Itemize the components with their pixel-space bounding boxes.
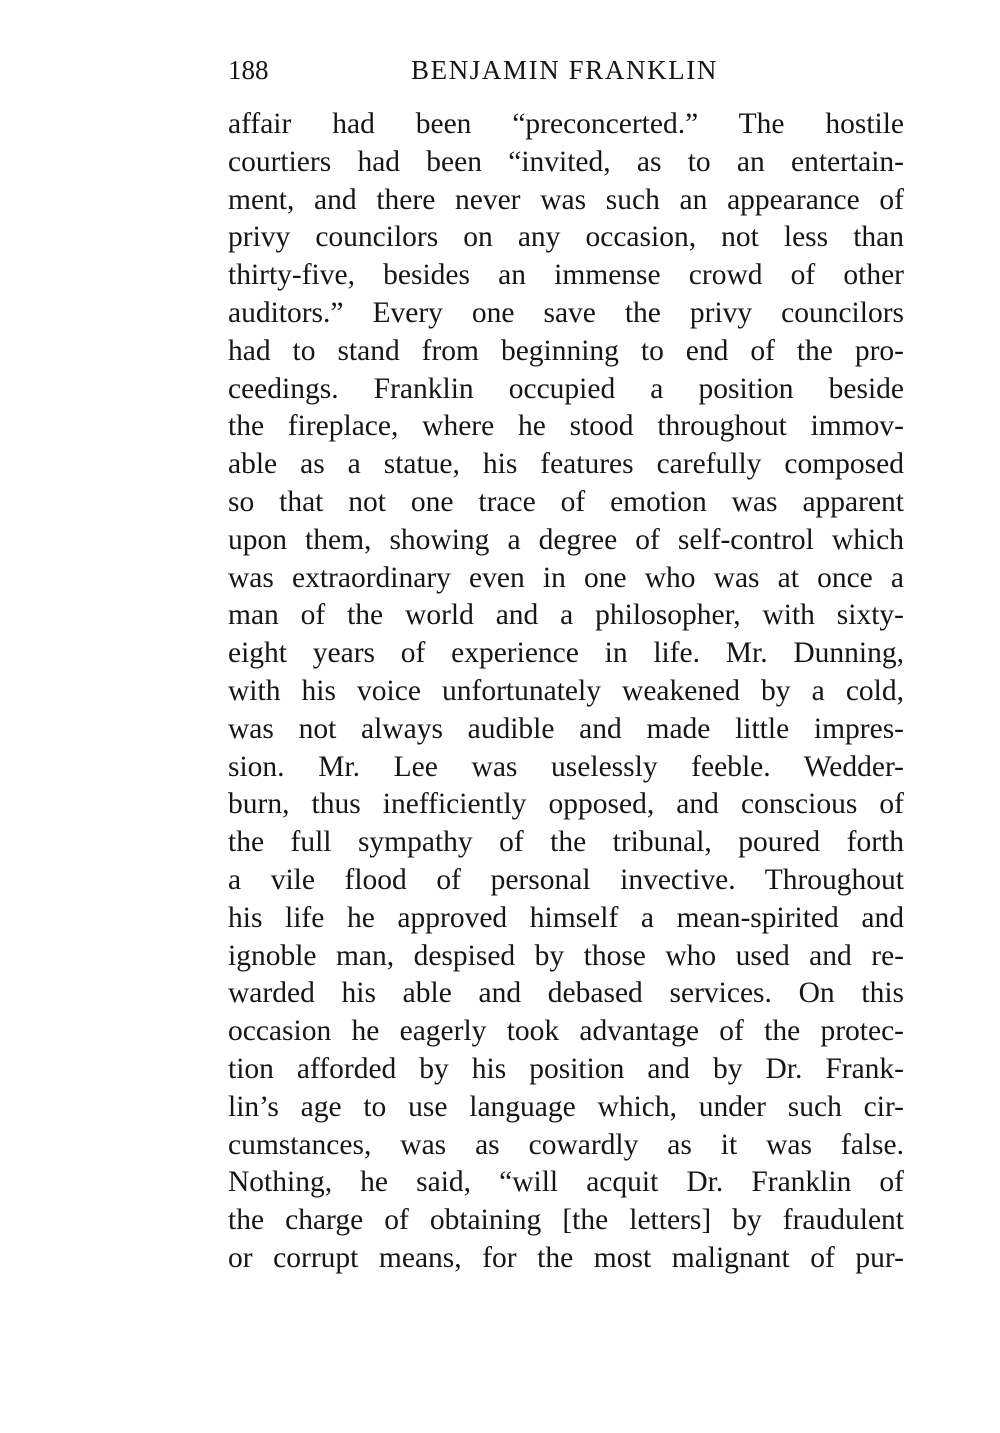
book-title: BENJAMIN FRANKLIN — [411, 55, 718, 85]
text-line: was not always audible and made little impres- — [228, 712, 904, 745]
text-line: occasion he eagerly took advantage of the protec- — [228, 1015, 904, 1048]
text-line: cumstances, was as cowardly as it was false. — [228, 1128, 904, 1161]
text-line: or corrupt means, for the most malignant of pur- — [228, 1241, 904, 1274]
text-line: with his voice unfortunately weakened by a cold, — [228, 674, 904, 707]
text-line: his life he approved himself a mean-spirited and — [228, 901, 904, 934]
text-line: upon them, showing a degree of self-control which — [228, 523, 904, 556]
text-line: man of the world and a philosopher, with sixty- — [228, 599, 904, 632]
text-line: burn, thus inefficiently opposed, and conscious of — [228, 788, 904, 821]
text-line: courtiers had been “invited, as to an entertain- — [228, 145, 904, 178]
body-text — [228, 106, 904, 1278]
text-line: ignoble man, despised by those who used and re- — [228, 939, 904, 972]
text-line: privy councilors on any occasion, not less than — [228, 221, 904, 254]
text-line: ceedings. Franklin occupied a position beside — [228, 372, 904, 405]
text-line: affair had been “preconcerted.” The hostile — [228, 108, 904, 140]
text-line: had to stand from beginning to end of the pro- — [228, 334, 904, 367]
text-line: the full sympathy of the tribunal, poured forth — [228, 826, 904, 859]
text-line: so that not one trace of emotion was apparent — [228, 485, 904, 518]
text-line: the charge of obtaining [the letters] by fraudulent — [228, 1204, 904, 1237]
running-head — [228, 52, 722, 88]
text-line: Nothing, he said, “will acquit Dr. Franklin of — [228, 1166, 904, 1199]
text-line: lin’s age to use language which, under such cir- — [228, 1090, 904, 1123]
text-line: auditors.” Every one save the privy councilors — [228, 296, 904, 329]
page-number: 188 — [228, 55, 269, 85]
text-line: ment, and there never was such an appearance of — [228, 183, 904, 216]
text-line: tion afforded by his position and by Dr. Frank- — [228, 1052, 904, 1085]
text-line: able as a statue, his features carefully composed — [228, 448, 904, 481]
text-line: the fireplace, where he stood throughout immov- — [228, 410, 904, 443]
text-line: eight years of experience in life. Mr. Dunning, — [228, 637, 904, 670]
text-line: a vile flood of personal invective. Throughout — [228, 863, 904, 896]
text-line: thirty-five, besides an immense crowd of other — [228, 259, 904, 292]
text-line: was extraordinary even in one who was at once a — [228, 561, 904, 594]
text-line: sion. Mr. Lee was uselessly feeble. Wedder- — [228, 750, 904, 783]
text-line: warded his able and debased services. On this — [228, 977, 904, 1010]
